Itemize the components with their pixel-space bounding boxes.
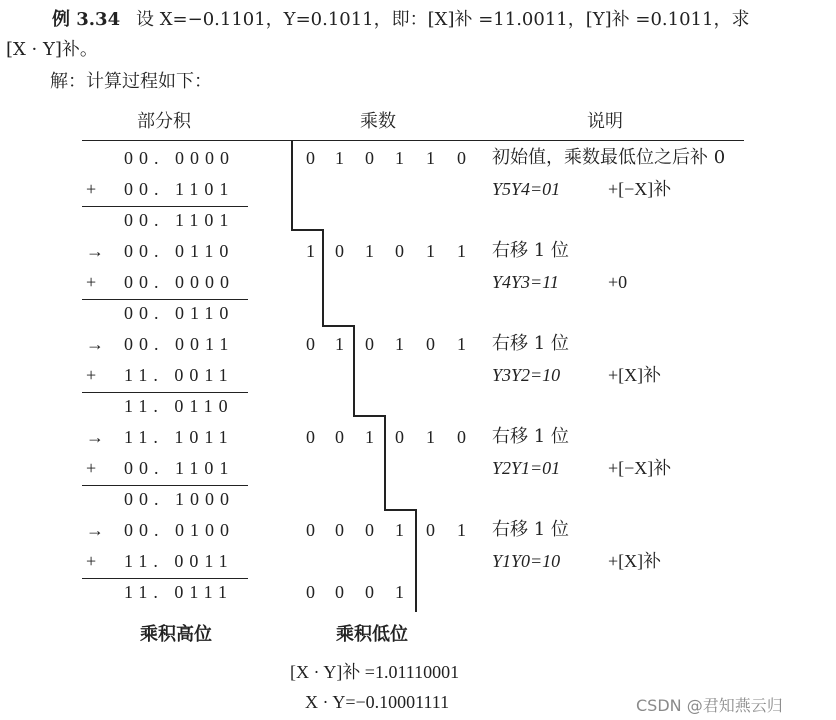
multiplier-bit: 1 [335,334,344,354]
partial-product-value: 00. 0110 [124,241,235,261]
multiplier-bit: 0 [365,582,374,602]
row-detail: Y3Y2=10 [492,365,561,385]
partial-product-value: 00. 1101 [124,458,235,478]
partial-product-value: 00. 0000 [124,148,235,168]
partial-product-value: 11. 1011 [124,427,234,447]
multiplier-bit: 0 [335,427,344,447]
row-operator: + [86,179,97,199]
multiplier-bit: 0 [306,427,315,447]
multiplier-bit: 0 [457,427,466,447]
multiplier-bit: 0 [365,520,374,540]
multiplier-bit: 0 [335,520,344,540]
multiplier-bit: 1 [365,241,374,261]
multiplier-bit: 1 [457,334,466,354]
multiplier-bit: 1 [395,334,404,354]
problem-line-2: [X · Y]补。 [6,39,98,60]
multiplier-bit: 0 [395,241,404,261]
partial-product-value: 00. 0100 [124,520,235,540]
multiplier-bit: 1 [426,241,435,261]
multiplier-bit: 0 [335,582,344,602]
result-line-2: X · Y=−0.10001111 [305,692,450,712]
row-explanation: 右移 1 位 [492,519,569,540]
partial-product-value: 00. 0110 [124,303,235,323]
problem-line-1: 设 X=−0.1101，Y=0.1011，即：[X]补 =11.0011，[Y]补 =0.1011，求 [136,9,750,30]
multiplier-bit: 1 [395,148,404,168]
partial-product-value: 00. 0000 [124,272,235,292]
row-explanation: 初始值，乘数最低位之后补 0 [492,147,726,168]
partial-product-value: 00. 0011 [124,334,235,354]
row-operator: + [86,551,97,571]
multiplier-bit: 1 [365,427,374,447]
row-operator: → [86,520,104,540]
result-line-1: [X · Y]补 =1.01110001 [290,662,460,682]
multiplier-bit: 1 [395,520,404,540]
multiplier-bit: 0 [457,148,466,168]
multiplier-bit: 0 [306,582,315,602]
row-detail: Y2Y1=01 [492,458,561,478]
watermark: CSDN @君知燕云归 [636,696,783,715]
row-operator: → [86,334,104,354]
multiplier-bit: 1 [306,241,315,261]
product-low-label: 乘积低位 [336,624,408,645]
row-explanation: 右移 1 位 [492,240,569,261]
partial-product-value: 11. 0011 [124,365,234,385]
row-operator: → [86,241,104,261]
multiplier-bit: 1 [395,582,404,602]
multiplier-bit: 0 [426,520,435,540]
row-operator: + [86,365,97,385]
row-detail: Y1Y0=10 [492,551,561,571]
multiplier-bit: 0 [395,427,404,447]
multiplier-bit: 0 [426,334,435,354]
header-explanation: 说明 [587,111,623,132]
example-label: 例 3.34 [52,9,121,30]
multiplier-bit: 1 [426,427,435,447]
row-action: +[−X]补 [608,458,672,478]
row-detail: Y5Y4=01 [492,179,561,199]
multiplier-bit: 0 [365,334,374,354]
multiplier-bit: 1 [426,148,435,168]
row-operator: → [86,427,104,447]
multiplier-bit: 0 [335,241,344,261]
solution-label-text: 解：计算过程如下： [50,71,212,92]
partial-product-value: 11. 0111 [124,582,233,602]
header-multiplier: 乘数 [360,111,396,132]
row-action: +[X]补 [608,551,662,571]
row-action: +0 [608,272,628,292]
partial-product-value: 00. 1000 [124,489,235,509]
multiplier-bit: 0 [306,334,315,354]
multiplier-bit: 1 [335,148,344,168]
row-action: +[−X]补 [608,179,672,199]
product-high-label: 乘积高位 [140,624,212,645]
multiplier-bit: 0 [306,148,315,168]
partial-product-value: 11. 0110 [124,396,234,416]
multiplier-bit: 0 [365,148,374,168]
row-operator: + [86,458,97,478]
partial-product-value: 00. 1101 [124,179,235,199]
row-detail: Y4Y3=11 [492,272,559,292]
row-action: +[X]补 [608,365,662,385]
row-explanation: 右移 1 位 [492,426,569,447]
multiplier-bit: 1 [457,520,466,540]
partial-product-value: 11. 0011 [124,551,234,571]
header-partial-product: 部分积 [137,111,191,132]
row-operator: + [86,272,97,292]
partial-product-value: 00. 1101 [124,210,235,230]
row-explanation: 右移 1 位 [492,333,569,354]
multiplier-bit: 0 [306,520,315,540]
multiplier-bit: 1 [457,241,466,261]
